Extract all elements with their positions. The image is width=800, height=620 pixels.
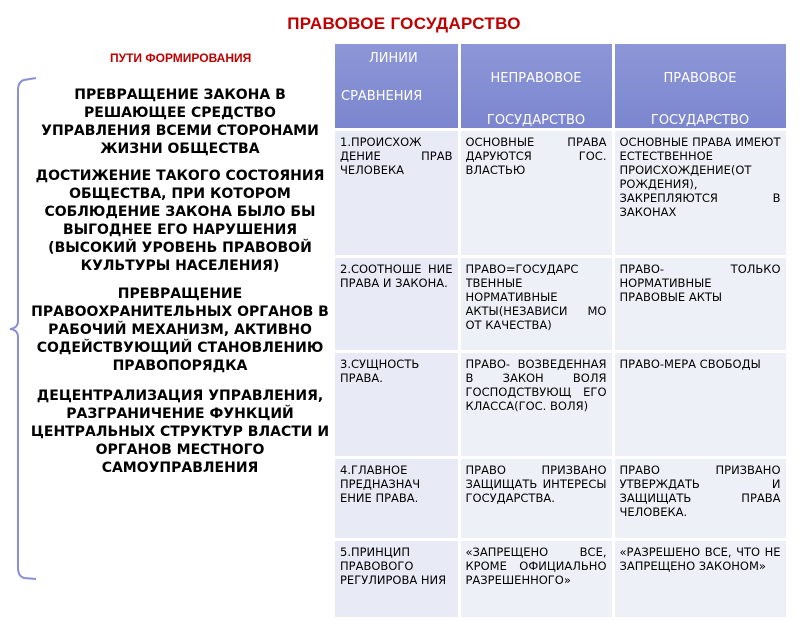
header-legal-state <box>613 44 787 130</box>
non-legal-cell: ОСНОВНЫЕ ПРАВА ДАРУЮТСЯ ГОС. ВЛАСТЬЮ <box>459 130 613 257</box>
comparison-line-cell: 1.ПРОИСХОЖ ДЕНИЕ ПРАВ ЧЕЛОВЕКА <box>335 130 459 257</box>
comparison-line-cell: 4.ГЛАВНОЕ ПРЕДНАЗНАЧ ЕНИЕ ПРАВА. <box>335 458 459 540</box>
table-row <box>335 458 787 540</box>
table-row <box>335 130 787 257</box>
non-legal-cell: ПРАВО- ВОЗВЕДЕННАЯ В ЗАКОН ВОЛЯ ГОСПОДСТВУЮЩ ЕГО КЛАССА(ГОС. ВОЛЯ) <box>459 352 613 458</box>
formation-way-2: ДОСТИЖЕНИЕ ТАКОГО СОСТОЯНИЯ ОБЩЕСТВА, ПРИ КОТОРОМ СОБЛЮДЕНИЕ ЗАКОНА БЫЛО БЫ ВЫГОДНЕЕ ЕГО НАРУШЕНИЯ (ВЫСОКИЙ УРОВЕНЬ ПРАВОВОЙ КУЛЬТУРЫ НАСЕЛЕНИЯ) <box>35 168 325 274</box>
header-col1-line2: СРАВНЕНИЯ <box>341 89 423 104</box>
non-legal-cell: «ЗАПРЕЩЕНО ВСЕ, КРОМЕ ОФИЦИАЛЬНО РАЗРЕШЕННОГО» <box>459 540 613 619</box>
formation-ways-panel <box>0 0 330 600</box>
legal-cell: ПРАВО-МЕРА СВОБОДЫ <box>613 352 787 458</box>
header-col1-line1: ЛИНИИ <box>369 51 418 66</box>
comparison-line-cell: 5.ПРИНЦИП ПРАВОВОГО РЕГУЛИРОВА НИЯ <box>335 540 459 619</box>
table-header-row <box>335 44 787 130</box>
non-legal-cell: ПРАВО=ГОСУДАРС ТВЕННЫЕ НОРМАТИВНЫЕ АКТЫ(НЕЗАВИСИ МО ОТ КАЧЕСТВА) <box>459 257 613 352</box>
comparison-line-cell: 2.СООТНОШЕ НИЕ ПРАВА И ЗАКОНА. <box>335 257 459 352</box>
legal-cell: ПРАВО- ТОЛЬКО НОРМАТИВНЫЕ ПРАВОВЫЕ АКТЫ <box>613 257 787 352</box>
legal-cell: «РАЗРЕШЕНО ВСЕ, ЧТО НЕ ЗАПРЕЩЕНО ЗАКОНОМ» <box>613 540 787 619</box>
page-title: ПРАВОВОЕ ГОСУДАРСТВО <box>287 14 521 33</box>
header-non-legal-state <box>459 44 613 130</box>
comparison-table <box>335 44 789 620</box>
formation-ways-list <box>28 86 332 481</box>
table-row <box>335 257 787 352</box>
table-row <box>335 540 787 619</box>
header-col3-line2: ГОСУДАРСТВО <box>650 113 750 128</box>
legal-cell: ОСНОВНЫЕ ПРАВА ИМЕЮТ ЕСТЕСТВЕННОЕ ПРОИСХОЖДЕНИЕ(ОТ РОЖДЕНИЯ), ЗАКРЕПЛЯЮТСЯ В ЗАКОНАХ <box>613 130 787 257</box>
formation-ways-heading: ПУТИ ФОРМИРОВАНИЯ <box>110 51 252 65</box>
header-col2-line1: НЕПРАВОВОЕ <box>490 71 582 86</box>
legal-cell: ПРАВО ПРИЗВАНО УТВЕРЖДАТЬ И ЗАЩИЩАТЬ ПРАВА ЧЕЛОВЕКА. <box>613 458 787 540</box>
header-col3-line1: ПРАВОВОЕ <box>663 71 737 86</box>
header-col2-line2: ГОСУДАРСТВО <box>486 113 586 128</box>
table-row <box>335 352 787 458</box>
comparison-line-cell: 3.СУЩНОСТЬ ПРАВА. <box>335 352 459 458</box>
formation-way-1: ПРЕВРАЩЕНИЕ ЗАКОНА В РЕШАЮЩЕЕ СРЕДСТВО УПРАВЛЕНИЯ ВСЕМИ СТОРОНАМИ ЖИЗНИ ОБЩЕСТВА <box>41 87 319 157</box>
non-legal-cell: ПРАВО ПРИЗВАНО ЗАЩИЩАТЬ ИНТЕРЕСЫ ГОСУДАРСТВА. <box>459 458 613 540</box>
formation-way-3: ПРЕВРАЩЕНИЕ ПРАВООХРАНИТЕЛЬНЫХ ОРГАНОВ В РАБОЧИЙ МЕХАНИЗМ, АКТИВНО СОДЕЙСТВУЮЩИЙ СТАНОВЛЕНИЮ ПРАВОПОРЯДКА <box>31 286 329 374</box>
formation-way-4: ДЕЦЕНТРАЛИЗАЦИЯ УПРАВЛЕНИЯ, РАЗГРАНИЧЕНИЕ ФУНКЦИЙ ЦЕНТРАЛЬНЫХ СТРУКТУР ВЛАСТИ И ОРГАНОВ МЕСТНОГО САМОУПРАВЛЕНИЯ <box>30 388 330 476</box>
header-comparison-lines <box>335 44 459 130</box>
